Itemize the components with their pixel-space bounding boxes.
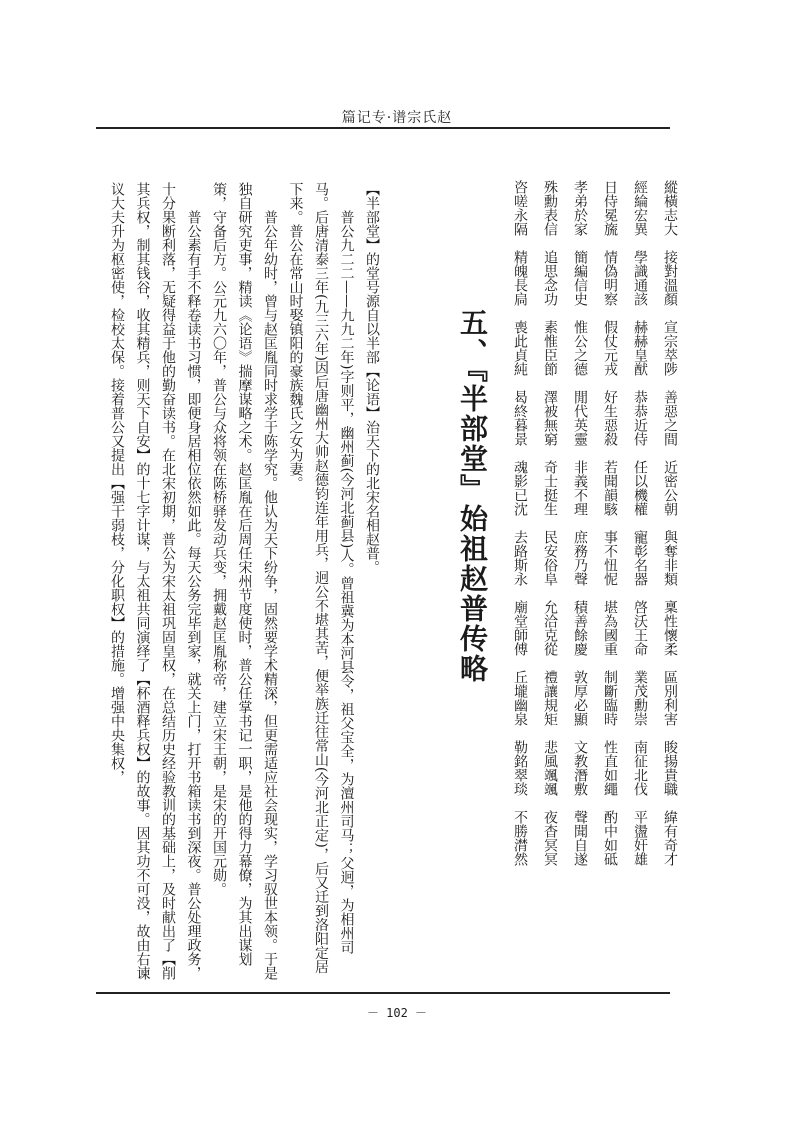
poem-phrase: 孝弟於家 xyxy=(572,180,588,236)
poem-phrase: 性直如繩 xyxy=(602,740,618,796)
poem-phrase: 情偽明察 xyxy=(602,250,618,306)
poem-column xyxy=(628,180,652,880)
poem-phrase: 與奪非類 xyxy=(662,530,678,586)
poem-phrase: 禮讓規矩 xyxy=(542,670,558,726)
poem-phrase: 假仗元戎 xyxy=(602,320,618,376)
running-header: 篇记专·谱宗氏赵 xyxy=(341,110,453,126)
poem-phrase: 稟性懷柔 xyxy=(662,600,678,656)
paragraph-youth: 普公年幼时，曾与赵匡胤同时求学于陈学究。他认为天下纷争，固然要学术精深，但更需适应社会现实，学习驭世本领。于是独自研究吏事，精读《论语》揣摩谋略之术。赵匡胤在后周任宋州节度使时，普公任掌书记一职，是他的得力幕僚，为其出谋划策，守备后方。公元九六〇年，普公与众将领在陈桥驿发动兵变，拥戴赵匡胤称帝，建立宋王朝，是宋的开国元勋。 xyxy=(211,182,278,980)
poem-phrase: 惟公之德 xyxy=(572,320,588,376)
poem-phrase: 咨嗟永隔 xyxy=(512,180,528,236)
poem-phrase: 非義不理 xyxy=(572,460,588,516)
section-title: 五、『半部堂』始祖赵普传略 xyxy=(456,308,489,684)
poem-phrase: 善惡之間 xyxy=(662,390,678,446)
poem-phrase: 奇士挺生 xyxy=(542,460,558,516)
poem-phrase: 允洽克從 xyxy=(542,600,558,656)
poem-phrase: 平盪奸雄 xyxy=(632,810,648,866)
poem-phrase: 經綸宏異 xyxy=(632,180,648,236)
poem-column xyxy=(658,180,682,880)
poem-phrase: 夜杳冥冥 xyxy=(542,810,558,866)
header-rule xyxy=(96,127,670,129)
poem-phrase: 積善餘慶 xyxy=(572,600,588,656)
poem-phrase: 素惟臣節 xyxy=(542,320,558,376)
poem-phrase: 曷終暮景 xyxy=(512,390,528,446)
poem-phrase: 啓沃王命 xyxy=(632,600,648,656)
poem-phrase: 庶務乃聲 xyxy=(572,530,588,586)
poem-phrase: 赫赫皇猷 xyxy=(632,320,648,376)
poem-phrase: 廟堂師傅 xyxy=(512,600,528,656)
poem-phrase: 堪為國重 xyxy=(602,600,618,656)
poem-phrase: 宣宗萃陟 xyxy=(662,320,678,376)
paragraph-birth: 普公九二二——九九二年)字则平，幽州蓟(今河北蓟县)人。曾祖冀为本河县令，祖父宝全，为澶州司马；父迥，为相州司马。后唐清泰三年(九三六年)因后唐幽州大帅赵德钧连年用兵，迥公不堪其苦，便举族迁往常山(今河北正定)，后又迁到洛阳定居下来。普公在常山时娶镇阳的豪族魏氏之女为妻。 xyxy=(287,182,355,974)
poem-phrase: 文教潛敷 xyxy=(572,740,588,796)
poem-phrase: 精魄長扃 xyxy=(512,250,528,306)
poem-column xyxy=(538,180,562,880)
poem-phrase: 追思念功 xyxy=(542,250,558,306)
poem-phrase: 敦厚必顯 xyxy=(572,670,588,726)
poem-phrase: 去路斯永 xyxy=(512,530,528,586)
poem-phrase: 睃揚貴職 xyxy=(662,740,678,796)
poem-phrase: 任以機權 xyxy=(632,460,648,516)
poem-phrase: 縱橫志大 xyxy=(662,180,678,236)
poem-phrase: 好生惡殺 xyxy=(602,390,618,446)
paragraph-intro: 【半部堂】的堂号源自以半部【论语】治天下的北宋名相赵普。 xyxy=(364,182,380,574)
poem-phrase: 業茂勳崇 xyxy=(632,670,648,726)
poem-phrase: 殊勳表信 xyxy=(542,180,558,236)
poem-phrase: 喪此貞純 xyxy=(512,320,528,376)
poem-phrase: 事不忸怩 xyxy=(602,530,618,586)
poem-column xyxy=(508,180,532,880)
poem-column xyxy=(598,180,622,880)
poem-phrase: 酌中如砥 xyxy=(602,810,618,866)
poem-phrase: 恭恭近侍 xyxy=(632,390,648,446)
poem-phrase: 勒銘翠琰 xyxy=(512,740,528,796)
poem-phrase: 魂影已沈 xyxy=(512,460,528,516)
poem-phrase: 區別利害 xyxy=(662,670,678,726)
poem-phrase: 近密公朝 xyxy=(662,460,678,516)
poem-phrase: 學識通該 xyxy=(632,250,648,306)
poem-phrase: 聲聞自遂 xyxy=(572,810,588,866)
poem-phrase: 簡編信史 xyxy=(572,250,588,306)
poem-phrase: 不勝潸然 xyxy=(512,810,528,866)
poem-phrase: 制斷臨時 xyxy=(602,670,618,726)
poem-phrase: 緯有奇才 xyxy=(662,810,678,866)
poem-phrase: 悲風颯颯 xyxy=(542,740,558,796)
poem-phrase: 若聞韻駭 xyxy=(602,460,618,516)
poem-phrase: 南征北伐 xyxy=(632,740,648,796)
poem-phrase: 民安俗阜 xyxy=(542,530,558,586)
poem-phrase: 澤被無窮 xyxy=(542,390,558,446)
poem-phrase: 閒代英靈 xyxy=(572,390,588,446)
footer-rule xyxy=(96,992,670,994)
poem-phrase: 日侍冕旒 xyxy=(602,180,618,236)
poem-phrase: 丘壠幽泉 xyxy=(512,670,528,726)
poem-column xyxy=(568,180,592,880)
poem-phrase: 接對溫顏 xyxy=(662,250,678,306)
page-number: － 102 － xyxy=(366,1006,428,1020)
poem-phrase: 寵彰名器 xyxy=(632,530,648,586)
paragraph-reading: 普公素有手不释卷读书习惯，即便身居相位依然如此。每天公务完毕到家，就关上门，打开书箱读书到深夜。普公处理政务，十分果断利落，无疑得益于他的勤奋读书。在北宋初期，普公为宋太祖巩固皇权，在总结历史经验教训的基础上，及时献出了【削其兵权，制其钱谷，收其精兵，则天下自安】的十七字计谋，与太祖共同演绎了【杯酒释兵权】的故事。因其功不可没，故由右谏议大夫升为枢密使，检校太保。接着普公又提出【强干弱枝，分化职权】的措施。增强中央集权， xyxy=(109,182,202,980)
body-text xyxy=(104,182,385,982)
